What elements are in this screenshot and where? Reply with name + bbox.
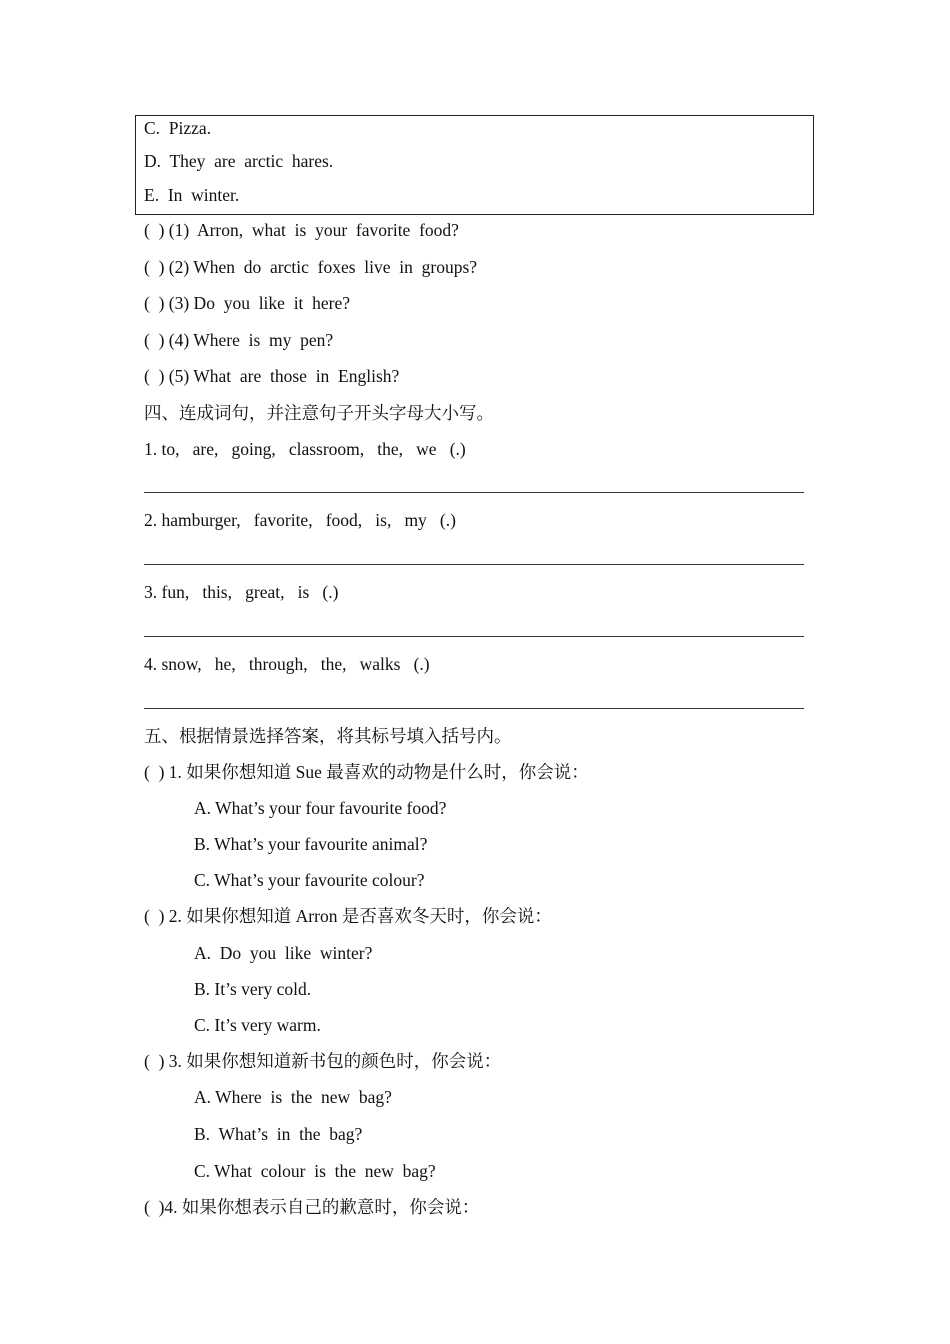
section5-heading: 五、根据情景选择答案，将其标号填入括号内。 [144,726,512,746]
section4-item-4: 4. snow, he, through, the, walks (.) [144,654,430,674]
section4-item-2: 2. hamburger, favorite, food, is, my (.) [144,510,456,530]
section4-item-1: 1. to, are, going, classroom, the, we (.) [144,439,466,459]
q3-option-a: A. Where is the new bag? [194,1087,392,1107]
box-option-e: E. In winter. [144,185,240,205]
box-option-d: D. They are arctic hares. [144,151,334,171]
q1-option-b: B. What’s your favourite animal? [194,834,428,854]
section4-heading: 四、连成词句，并注意句子开头字母大小写。 [144,403,494,423]
answer-line-4[interactable] [144,708,804,709]
q3-option-c: C. What colour is the new bag? [194,1161,436,1181]
match-question-3: ( ) (3) Do you like it here? [144,293,351,313]
q2-option-a: A. Do you like winter? [194,943,373,963]
match-question-5: ( ) (5) What are those in English? [144,366,400,386]
q1-option-a: A. What’s your four favourite food? [194,798,447,818]
q1-option-c: C. What’s your favourite colour? [194,870,425,890]
section5-question-4: ( )4. 如果你想表示自己的歉意时，你会说： [144,1197,480,1217]
box-option-c: C. Pizza. [144,118,212,138]
answer-line-2[interactable] [144,564,804,565]
match-question-2: ( ) (2) When do arctic foxes live in groups? [144,257,478,277]
section5-question-3: ( ) 3. 如果你想知道新书包的颜色时，你会说： [144,1051,502,1071]
section4-item-3: 3. fun, this, great, is (.) [144,582,339,602]
q3-option-b: B. What’s in the bag? [194,1124,363,1144]
q2-option-b: B. It’s very cold. [194,979,312,999]
answer-line-1[interactable] [144,492,804,493]
match-question-1: ( ) (1) Arron, what is your favorite food? [144,220,459,240]
section5-question-1: ( ) 1. 如果你想知道 Sue 最喜欢的动物是什么时，你会说： [144,762,589,782]
match-question-4: ( ) (4) Where is my pen? [144,330,334,350]
section5-question-2: ( ) 2. 如果你想知道 Arron 是否喜欢冬天时，你会说： [144,906,552,926]
answer-line-3[interactable] [144,636,804,637]
q2-option-c: C. It’s very warm. [194,1015,321,1035]
